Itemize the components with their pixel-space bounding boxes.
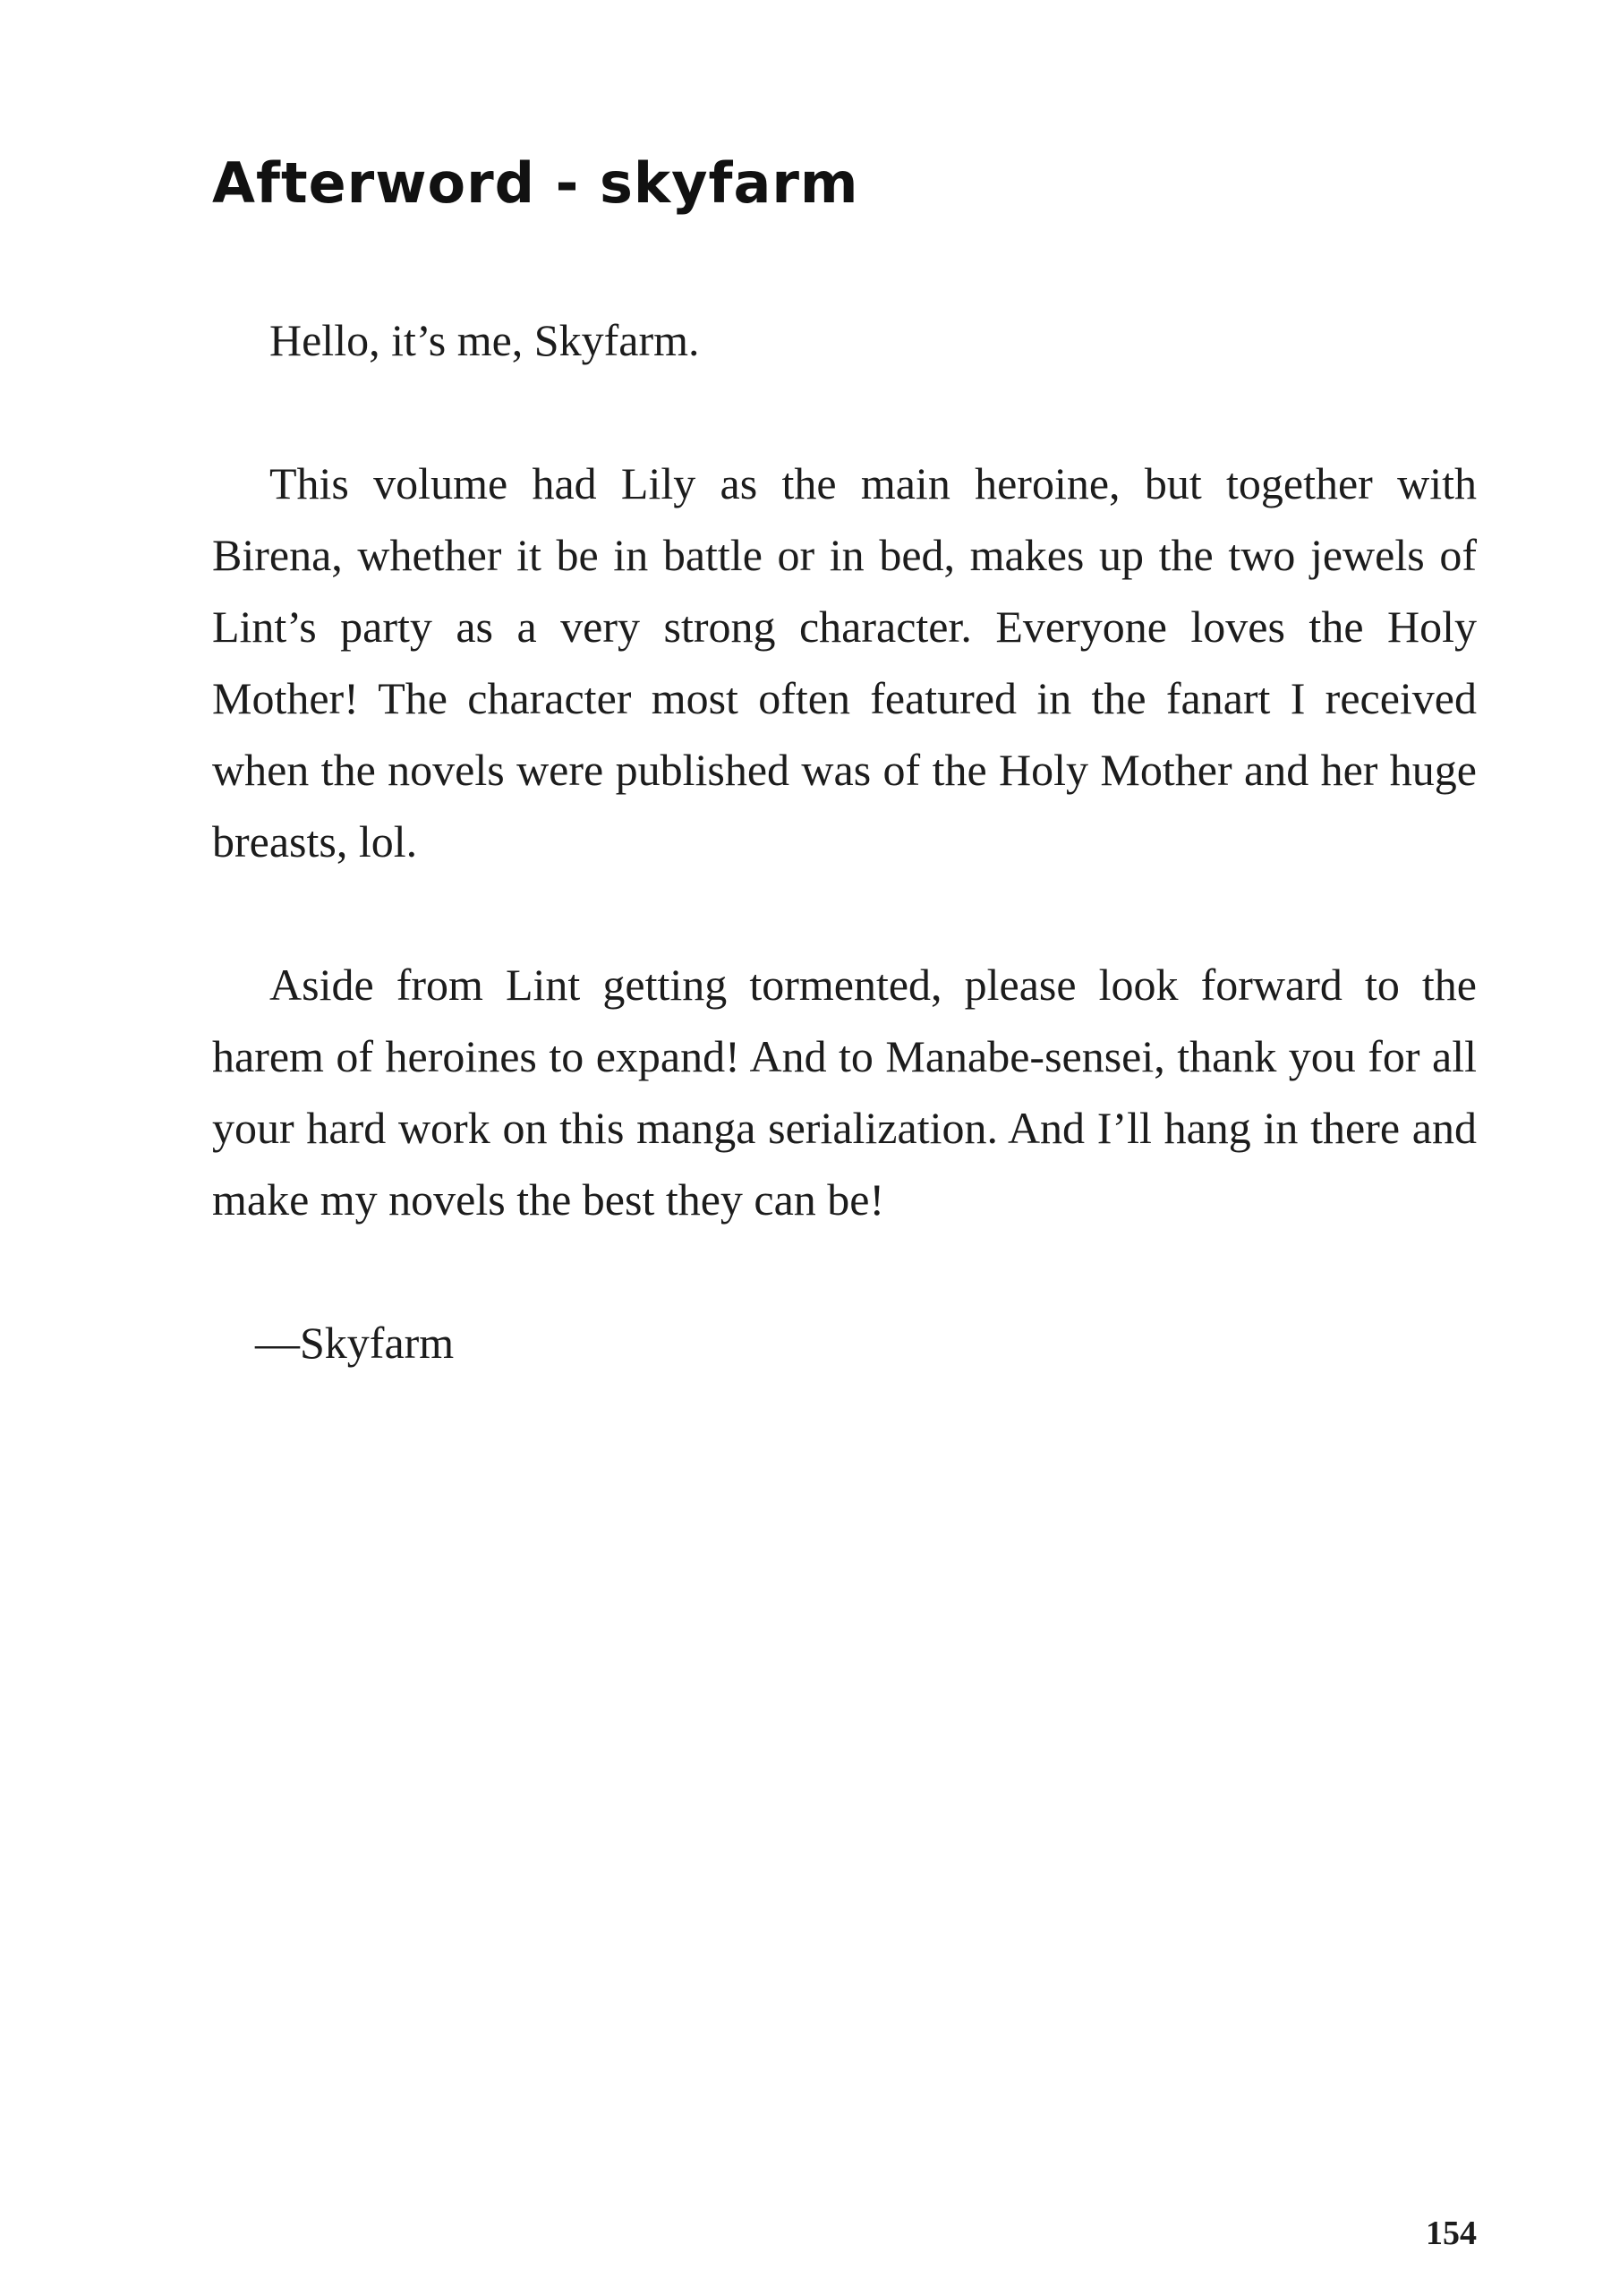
page-title: Afterword - skyfarm	[212, 150, 859, 216]
author-signature: —Skyfarm	[255, 1318, 455, 1368]
page-number: 154	[1426, 2215, 1477, 2252]
afterword-body	[212, 304, 1477, 1378]
paragraph-volume-notes: This volume had Lily as the main heroine, but together with Birena, whether it be in battle or in bed, makes up the two jewels of Lint’s party as a very strong character. Everyone loves the Holy Mother! The character most often featured in the fanart I received when the novels were published was of the Holy Mother and her huge breasts, lol.	[212, 458, 1477, 866]
paragraph-greeting: Hello, it’s me, Skyfarm.	[269, 315, 700, 365]
paragraph-closing: Aside from Lint getting tormented, please look forward to the harem of heroines to expand! And to Manabe-sensei, thank you for all your hard work on this manga serialization. And I’ll hang in there and make my novels the best they can be!	[212, 960, 1477, 1225]
